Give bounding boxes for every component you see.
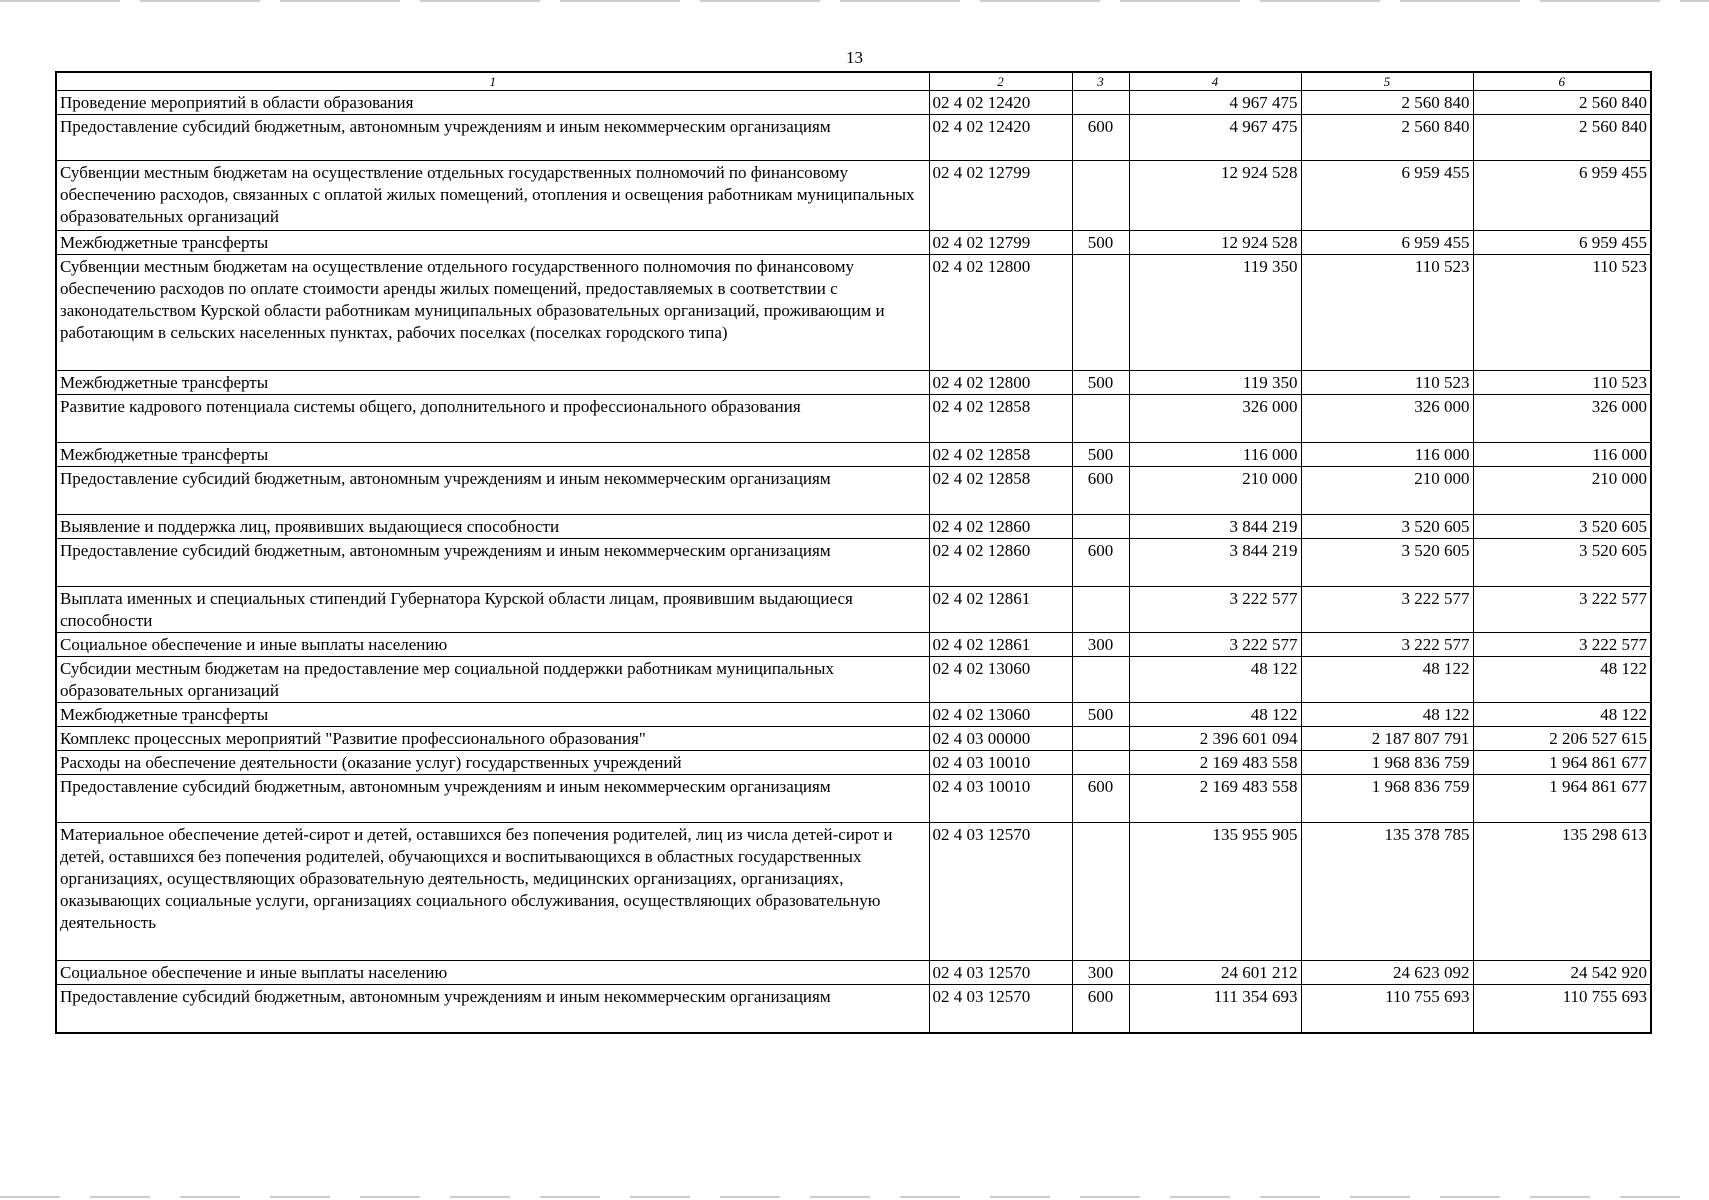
row-value-col4: 2 396 601 094 (1129, 727, 1301, 751)
row-value-col6: 110 523 (1473, 255, 1651, 371)
row-vr-cell: 500 (1072, 443, 1129, 467)
row-value-col5: 210 000 (1301, 467, 1473, 515)
table-row (56, 255, 1651, 371)
row-value-col5: 110 523 (1301, 371, 1473, 395)
row-value-col4: 119 350 (1129, 371, 1301, 395)
row-value-col6: 2 206 527 615 (1473, 727, 1651, 751)
table-row (56, 703, 1651, 727)
row-value-col5: 48 122 (1301, 703, 1473, 727)
header-col-2: 2 (929, 72, 1072, 91)
row-value-col4: 12 924 528 (1129, 161, 1301, 231)
row-value-col4: 326 000 (1129, 395, 1301, 443)
row-name-cell: Межбюджетные трансферты (56, 231, 929, 255)
row-code-cell: 02 4 02 12860 (929, 539, 1072, 587)
row-vr-cell (1072, 587, 1129, 633)
table-row (56, 657, 1651, 703)
table-row (56, 115, 1651, 161)
header-col-5: 5 (1301, 72, 1473, 91)
row-code-cell: 02 4 03 10010 (929, 751, 1072, 775)
row-name-cell: Межбюджетные трансферты (56, 443, 929, 467)
row-value-col6: 3 222 577 (1473, 633, 1651, 657)
row-value-col4: 210 000 (1129, 467, 1301, 515)
table-row (56, 161, 1651, 231)
budget-table-frame (55, 71, 1650, 1034)
row-value-col5: 2 560 840 (1301, 91, 1473, 115)
row-value-col6: 110 523 (1473, 371, 1651, 395)
row-value-col5: 24 623 092 (1301, 961, 1473, 985)
row-value-col6: 48 122 (1473, 657, 1651, 703)
row-code-cell: 02 4 02 13060 (929, 657, 1072, 703)
table-row (56, 467, 1651, 515)
row-value-col4: 3 222 577 (1129, 633, 1301, 657)
row-value-col5: 1 968 836 759 (1301, 751, 1473, 775)
budget-table (55, 71, 1652, 1034)
row-value-col6: 6 959 455 (1473, 231, 1651, 255)
row-value-col5: 6 959 455 (1301, 161, 1473, 231)
row-code-cell: 02 4 02 12799 (929, 231, 1072, 255)
row-vr-cell: 500 (1072, 703, 1129, 727)
row-name-cell: Субсидии местным бюджетам на предоставление мер социальной поддержки работникам муниципальных образовательных организаций (56, 657, 929, 703)
row-vr-cell: 600 (1072, 985, 1129, 1033)
table-row (56, 961, 1651, 985)
row-value-col6: 2 560 840 (1473, 115, 1651, 161)
table-row (56, 587, 1651, 633)
row-code-cell: 02 4 03 12570 (929, 823, 1072, 961)
row-vr-cell (1072, 255, 1129, 371)
table-row (56, 231, 1651, 255)
row-value-col4: 4 967 475 (1129, 91, 1301, 115)
row-vr-cell (1072, 515, 1129, 539)
table-row (56, 727, 1651, 751)
row-vr-cell: 300 (1072, 961, 1129, 985)
row-code-cell: 02 4 03 00000 (929, 727, 1072, 751)
row-value-col6: 1 964 861 677 (1473, 775, 1651, 823)
row-name-cell: Развитие кадрового потенциала системы общего, дополнительного и профессионального образования (56, 395, 929, 443)
row-value-col6: 116 000 (1473, 443, 1651, 467)
row-value-col5: 3 520 605 (1301, 539, 1473, 587)
row-code-cell: 02 4 02 12800 (929, 371, 1072, 395)
table-header-row (56, 72, 1651, 91)
row-name-cell: Проведение мероприятий в области образования (56, 91, 929, 115)
scan-edge-bottom (0, 1196, 1709, 1198)
row-value-col4: 111 354 693 (1129, 985, 1301, 1033)
row-value-col4: 2 169 483 558 (1129, 775, 1301, 823)
row-value-col5: 6 959 455 (1301, 231, 1473, 255)
row-value-col4: 48 122 (1129, 703, 1301, 727)
header-col-3: 3 (1072, 72, 1129, 91)
row-value-col5: 110 523 (1301, 255, 1473, 371)
row-value-col6: 210 000 (1473, 467, 1651, 515)
row-value-col4: 4 967 475 (1129, 115, 1301, 161)
row-value-col6: 135 298 613 (1473, 823, 1651, 961)
row-value-col4: 24 601 212 (1129, 961, 1301, 985)
row-vr-cell: 600 (1072, 115, 1129, 161)
header-col-1: 1 (56, 72, 929, 91)
row-vr-cell: 600 (1072, 539, 1129, 587)
row-name-cell: Предоставление субсидий бюджетным, автономным учреждениям и иным некоммерческим организациям (56, 115, 929, 161)
row-value-col6: 24 542 920 (1473, 961, 1651, 985)
row-value-col4: 3 844 219 (1129, 515, 1301, 539)
row-value-col6: 3 222 577 (1473, 587, 1651, 633)
table-row (56, 985, 1651, 1033)
table-row (56, 91, 1651, 115)
row-vr-cell: 600 (1072, 775, 1129, 823)
row-value-col5: 110 755 693 (1301, 985, 1473, 1033)
row-code-cell: 02 4 02 13060 (929, 703, 1072, 727)
row-value-col4: 119 350 (1129, 255, 1301, 371)
row-value-col5: 2 560 840 (1301, 115, 1473, 161)
row-code-cell: 02 4 03 10010 (929, 775, 1072, 823)
row-name-cell: Межбюджетные трансферты (56, 371, 929, 395)
row-code-cell: 02 4 02 12858 (929, 467, 1072, 515)
row-value-col5: 135 378 785 (1301, 823, 1473, 961)
table-row (56, 823, 1651, 961)
row-code-cell: 02 4 02 12420 (929, 115, 1072, 161)
table-row (56, 443, 1651, 467)
row-code-cell: 02 4 02 12858 (929, 443, 1072, 467)
row-code-cell: 02 4 02 12799 (929, 161, 1072, 231)
row-vr-cell: 500 (1072, 231, 1129, 255)
row-value-col5: 1 968 836 759 (1301, 775, 1473, 823)
row-code-cell: 02 4 02 12800 (929, 255, 1072, 371)
row-value-col5: 3 222 577 (1301, 587, 1473, 633)
row-value-col5: 3 222 577 (1301, 633, 1473, 657)
row-value-col6: 6 959 455 (1473, 161, 1651, 231)
row-name-cell: Комплекс процессных мероприятий "Развитие профессионального образования" (56, 727, 929, 751)
row-value-col5: 2 187 807 791 (1301, 727, 1473, 751)
row-name-cell: Выявление и поддержка лиц, проявивших выдающиеся способности (56, 515, 929, 539)
row-name-cell: Межбюджетные трансферты (56, 703, 929, 727)
table-row (56, 633, 1651, 657)
row-name-cell: Субвенции местным бюджетам на осуществление отдельного государственного полномочия по финансовому обеспечению расходов по оплате стоимости аренды жилых помещений, предоставляемых в соответствии с законодательством Курской области работникам муниципальных образовательных организаций, проживающим и работающим в сельских населенных пунктах, рабочих поселках (поселках городского типа) (56, 255, 929, 371)
row-value-col4: 12 924 528 (1129, 231, 1301, 255)
row-value-col5: 3 520 605 (1301, 515, 1473, 539)
row-vr-cell: 500 (1072, 371, 1129, 395)
row-value-col4: 116 000 (1129, 443, 1301, 467)
table-row (56, 539, 1651, 587)
row-name-cell: Материальное обеспечение детей-сирот и детей, оставшихся без попечения родителей, лиц из числа детей-сирот и детей, оставшихся без попечения родителей, обучающихся и воспитывающихся в областных государственных организациях, осуществляющих образовательную деятельность, медицинских организациях, организациях, оказывающих социальные услуги, организациях социального обслуживания, осуществляющих образовательную деятельность (56, 823, 929, 961)
row-name-cell: Расходы на обеспечение деятельности (оказание услуг) государственных учреждений (56, 751, 929, 775)
table-row (56, 775, 1651, 823)
row-code-cell: 02 4 03 12570 (929, 985, 1072, 1033)
row-value-col5: 116 000 (1301, 443, 1473, 467)
row-vr-cell (1072, 395, 1129, 443)
row-code-cell: 02 4 02 12420 (929, 91, 1072, 115)
scan-edge-top (0, 0, 1709, 2)
table-row (56, 371, 1651, 395)
row-value-col6: 110 755 693 (1473, 985, 1651, 1033)
row-name-cell: Социальное обеспечение и иные выплаты населению (56, 633, 929, 657)
row-value-col6: 48 122 (1473, 703, 1651, 727)
row-vr-cell (1072, 91, 1129, 115)
row-value-col4: 135 955 905 (1129, 823, 1301, 961)
row-name-cell: Выплата именных и специальных стипендий Губернатора Курской области лицам, проявившим выдающиеся способности (56, 587, 929, 633)
row-vr-cell: 300 (1072, 633, 1129, 657)
row-vr-cell (1072, 161, 1129, 231)
row-vr-cell: 600 (1072, 467, 1129, 515)
row-name-cell: Предоставление субсидий бюджетным, автономным учреждениям и иным некоммерческим организациям (56, 775, 929, 823)
row-value-col5: 48 122 (1301, 657, 1473, 703)
row-value-col6: 2 560 840 (1473, 91, 1651, 115)
header-col-4: 4 (1129, 72, 1301, 91)
row-value-col6: 3 520 605 (1473, 515, 1651, 539)
row-value-col4: 3 844 219 (1129, 539, 1301, 587)
row-name-cell: Предоставление субсидий бюджетным, автономным учреждениям и иным некоммерческим организациям (56, 467, 929, 515)
row-value-col4: 2 169 483 558 (1129, 751, 1301, 775)
row-vr-cell (1072, 823, 1129, 961)
row-value-col5: 326 000 (1301, 395, 1473, 443)
row-code-cell: 02 4 02 12858 (929, 395, 1072, 443)
row-value-col6: 3 520 605 (1473, 539, 1651, 587)
row-name-cell: Субвенции местным бюджетам на осуществление отдельных государственных полномочий по финансовому обеспечению расходов, связанных с оплатой жилых помещений, отопления и освещения работникам муниципальных образовательных организаций (56, 161, 929, 231)
table-row (56, 515, 1651, 539)
row-vr-cell (1072, 727, 1129, 751)
header-col-6: 6 (1473, 72, 1651, 91)
row-name-cell: Предоставление субсидий бюджетным, автономным учреждениям и иным некоммерческим организациям (56, 985, 929, 1033)
table-row (56, 395, 1651, 443)
table-row (56, 751, 1651, 775)
row-value-col4: 3 222 577 (1129, 587, 1301, 633)
row-vr-cell (1072, 751, 1129, 775)
row-code-cell: 02 4 02 12861 (929, 633, 1072, 657)
row-name-cell: Социальное обеспечение и иные выплаты населению (56, 961, 929, 985)
row-name-cell: Предоставление субсидий бюджетным, автономным учреждениям и иным некоммерческим организациям (56, 539, 929, 587)
row-vr-cell (1072, 657, 1129, 703)
row-code-cell: 02 4 02 12860 (929, 515, 1072, 539)
row-code-cell: 02 4 02 12861 (929, 587, 1072, 633)
row-value-col4: 48 122 (1129, 657, 1301, 703)
page-number: 13 (846, 48, 863, 67)
row-value-col6: 326 000 (1473, 395, 1651, 443)
row-value-col6: 1 964 861 677 (1473, 751, 1651, 775)
row-code-cell: 02 4 03 12570 (929, 961, 1072, 985)
